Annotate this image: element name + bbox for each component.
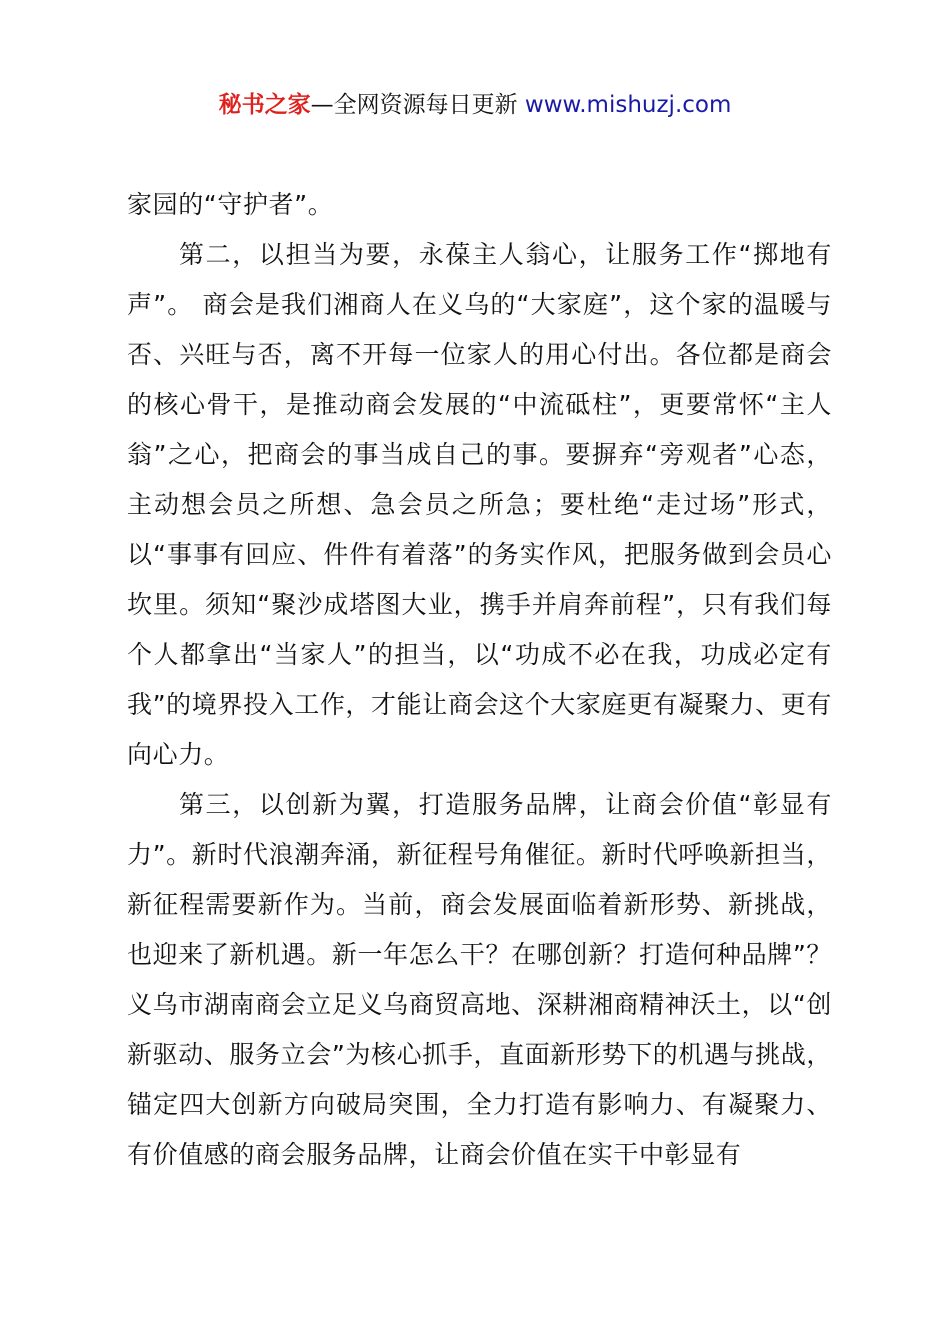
document-body (127, 180, 832, 1180)
paragraph-third-point: 第三，以创新为翼，打造服务品牌，让商会价值“彰显有力”。新时代浪潮奔涌，新征程号角催征。新时代呼唤新担当，新征程需要新作为。当前，商会发展面临着新形势、新挑战，也迎来了新机遇。新一年怎么干？在哪创新？打造何种品牌”？义乌市湖南商会立足义乌商贸高地、深耕湘商精神沃土，以“创新驱动、服务立会”为核心抓手，直面新形势下的机遇与挑战，锚定四大创新方向破局突围，全力打造有影响力、有凝聚力、有价值感的商会服务品牌，让商会价值在实干中彰显有 (127, 790, 832, 1169)
paragraph-continuation: 家园的“守护者”。 (127, 190, 334, 219)
page-header (0, 88, 950, 122)
header-tagline: —全网资源每日更新 (310, 92, 525, 118)
header-brand: 秘书之家 (218, 92, 311, 118)
paragraph-second-point: 第二，以担当为要，永葆主人翁心，让服务工作“掷地有声”。 商会是我们湘商人在义乌的“大家庭”，这个家的温暖与否、兴旺与否，离不开每一位家人的用心付出。各位都是商会的核心骨干，是推动商会发展的“中流砥柱”，更要常怀“主人翁”之心，把商会的事当成自己的事。要摒弃“旁观者”心态，主动想会员之所想、急会员之所急；要杜绝“走过场”形式，以“事事有回应、件件有着落”的务实作风，把服务做到会员心坎里。须知“聚沙成塔图大业，携手并肩奔前程”，只有我们每个人都拿出“当家人”的担当，以“功成不必在我，功成必定有我”的境界投入工作，才能让商会这个大家庭更有凝聚力、更有向心力。 (127, 240, 832, 769)
header-url[interactable]: www.mishuzj.com (524, 92, 732, 118)
